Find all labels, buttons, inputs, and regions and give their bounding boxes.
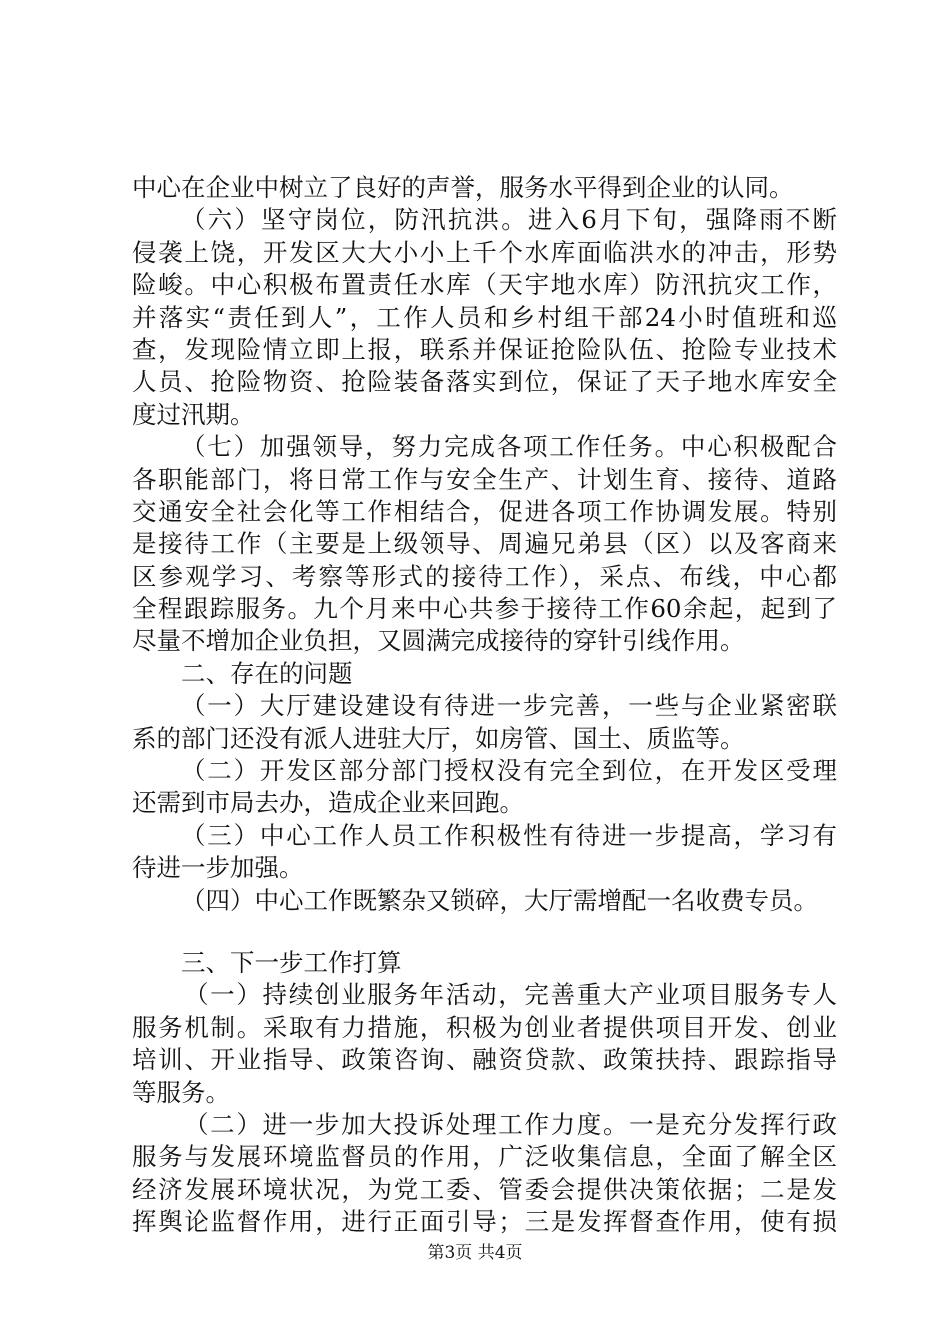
text-line: 侵袭上饶，开发区大大小小上千个水库面临洪水的冲击，形势 (132, 237, 837, 267)
text-line: （三）中心工作人员工作积极性有待进一步提高，学习有 (181, 820, 837, 850)
text-line: 人员、抢险物资、抢险装备落实到位，保证了天子地水库安全 (132, 367, 837, 397)
text-line: 尽量不增加企业负担，又圆满完成接待的穿针引线作用。 (132, 626, 745, 656)
text-line: 全程跟踪服务。九个月来中心共参于接待工作60余起，起到了 (132, 594, 837, 624)
body-text (132, 172, 837, 1239)
text-line: 服务机制。采取有力措施，积极为创业者提供项目开发、创业 (132, 1012, 837, 1042)
text-line: 各职能部门，将日常工作与安全生产、计划生育、接待、道路 (132, 464, 837, 494)
page-footer (0, 1242, 950, 1264)
text-line: （一）大厅建设建设有待进一步完善，一些与企业紧密联 (181, 691, 837, 721)
text-line: 经济发展环境状况，为党工委、管委会提供决策依据；二是发 (132, 1174, 837, 1204)
text-line: （七）加强领导，努力完成各项工作任务。中心积极配合 (181, 432, 837, 462)
text-line: （四）中心工作既繁杂又锁碎，大厅需增配一名收费专员。 (181, 885, 818, 915)
text-line: 中心在企业中树立了良好的声誉，服务水平得到企业的认同。 (132, 173, 794, 202)
text-line: 待进一步加强。 (132, 853, 304, 883)
text-line: （二）开发区部分部门授权没有完全到位，在开发区受理 (181, 756, 837, 786)
text-line: （一）持续创业服务年活动，完善重大产业项目服务专人 (184, 980, 837, 1010)
text-line: （二）进一步加大投诉处理工作力度。一是充分发挥行政 (184, 1109, 837, 1139)
section-heading: 二、存在的问题 (181, 658, 353, 688)
text-line: 还需到市局去办，造成企业来回跑。 (132, 788, 524, 818)
text-line: 险峻。中心积极布置责任水库（天宇地水库）防汛抗灾工作， (132, 270, 837, 300)
text-line: 并落实“责任到人”，工作人员和乡村组干部24小时值班和巡 (132, 302, 837, 332)
page-number: 第3页 共4页 (427, 1243, 523, 1263)
section-heading: 三、下一步工作打算 (181, 947, 402, 977)
text-line: 系的部门还没有派人进驻大厅，如房管、国土、质监等。 (132, 723, 745, 753)
text-line: 区参观学习、考察等形式的接待工作），采点、布线，中心都 (132, 561, 837, 591)
text-line: 是接待工作（主要是上级领导、周遍兄弟县（区）以及客商来 (132, 529, 837, 559)
text-line: 培训、开业指导、政策咨询、融资贷款、政策扶持、跟踪指导 (132, 1045, 837, 1075)
text-line: 查，发现险情立即上报，联系并保证抢险队伍、抢险专业技术 (132, 334, 837, 364)
text-line: （六）坚守岗位，防汛抗洪。进入6月下旬，强降雨不断 (181, 205, 837, 235)
paragraph-gap (132, 917, 837, 947)
text-line: 交通安全社会化等工作相结合，促进各项工作协调发展。特别 (132, 496, 837, 526)
text-line: 等服务。 (132, 1077, 230, 1107)
text-line: 度过汛期。 (132, 399, 255, 429)
text-line: 挥舆论监督作用，进行正面引导；三是发挥督查作用，使有损 (132, 1207, 837, 1237)
text-line: 服务与发展环境监督员的作用，广泛收集信息，全面了解全区 (132, 1142, 837, 1172)
